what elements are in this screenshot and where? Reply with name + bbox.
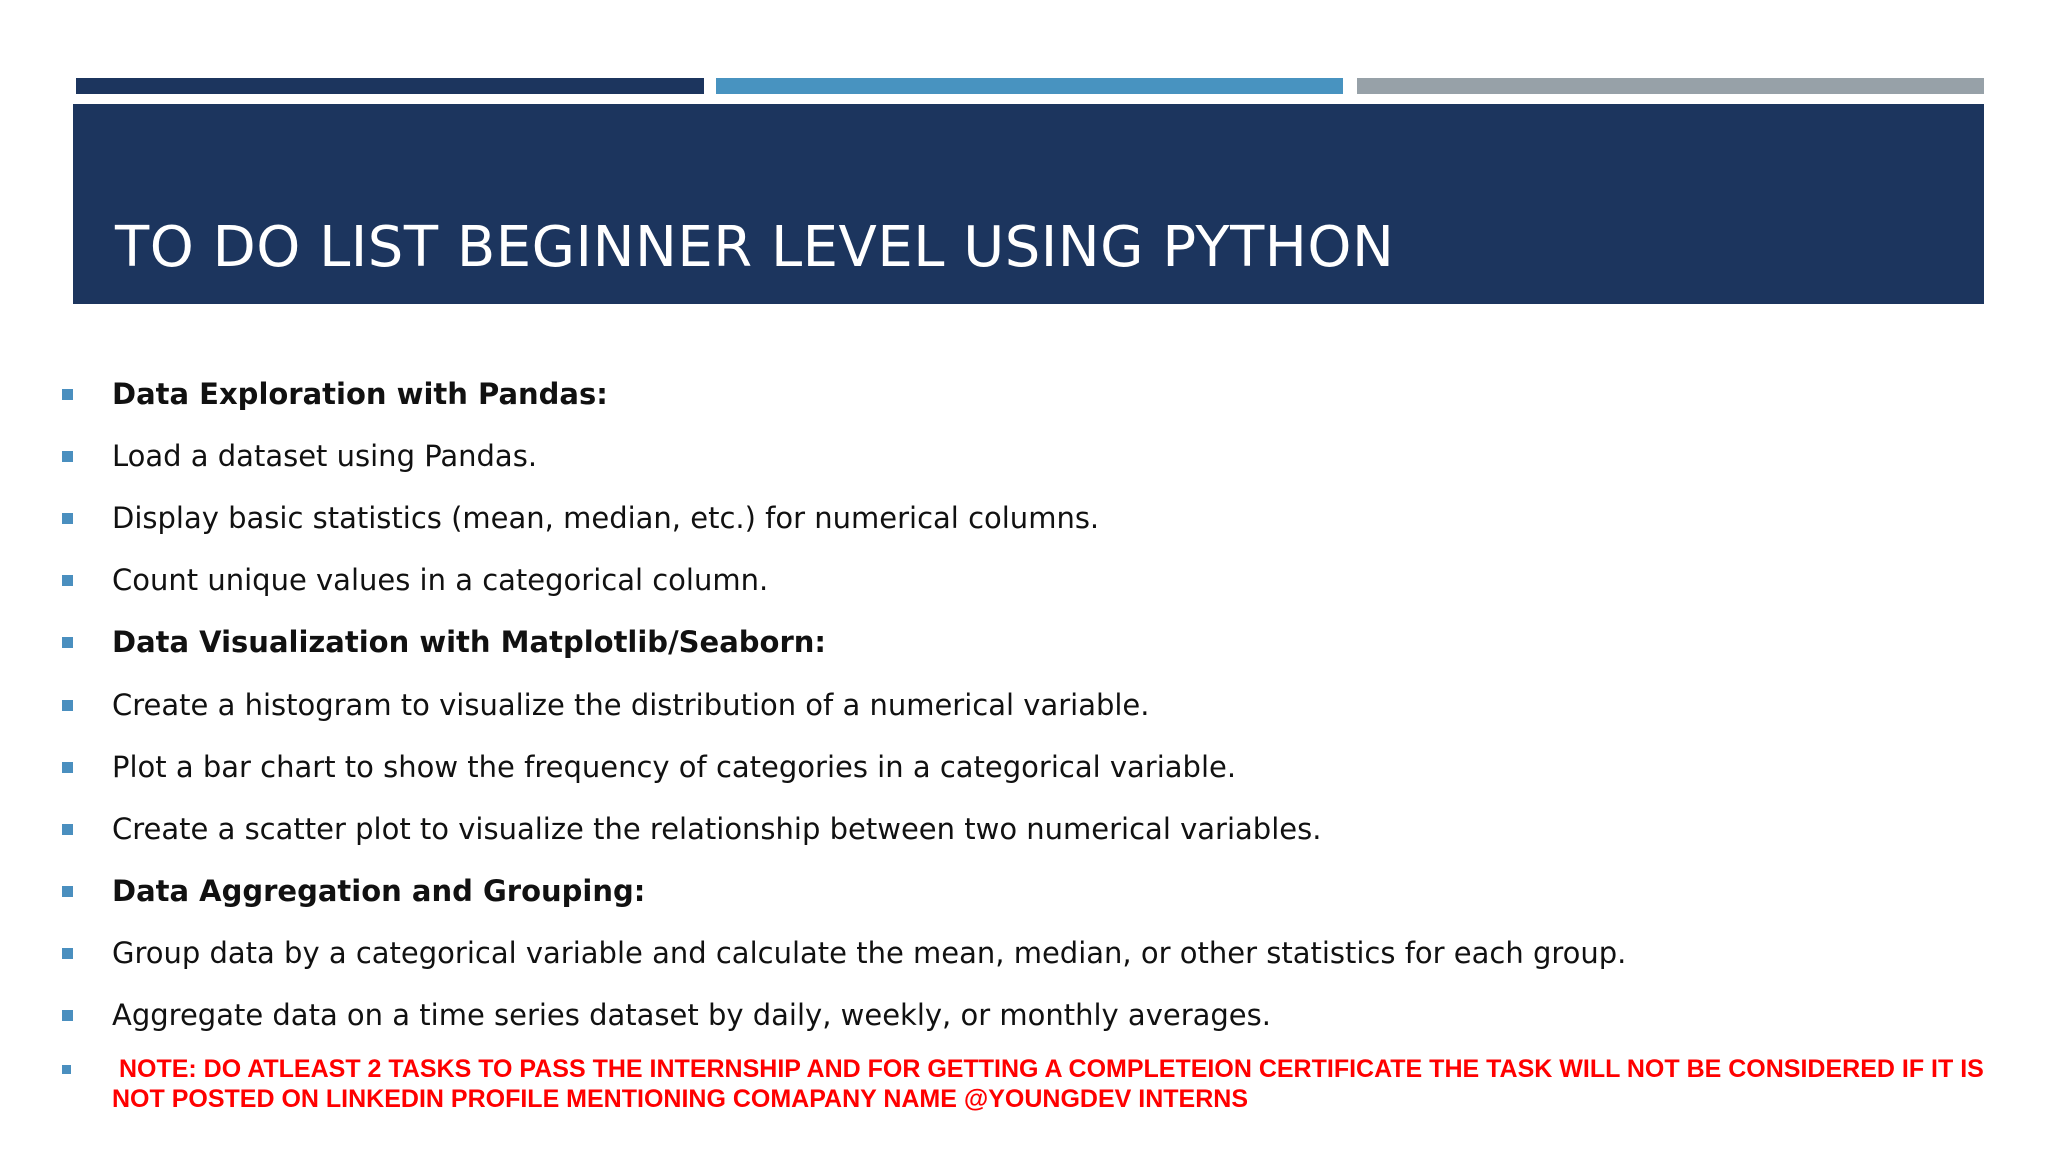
list-item <box>62 374 2028 414</box>
accent-bar-gray <box>1357 78 1984 94</box>
list-item <box>62 436 2028 476</box>
accent-bar-blue <box>716 78 1343 94</box>
bullet-square-icon <box>62 513 73 524</box>
accent-bar-dark <box>76 78 704 94</box>
section-heading: Data Visualization with Matplotlib/Seaborn: <box>112 625 827 659</box>
section-heading: Data Aggregation and Grouping: <box>112 874 646 908</box>
bullet-square-icon <box>62 762 73 773</box>
title-band <box>73 104 1984 304</box>
note-item <box>62 1054 2028 1114</box>
list-item <box>62 498 2028 538</box>
bullet-square-icon <box>62 575 73 586</box>
bullet-square-icon <box>62 1065 71 1074</box>
list-item <box>62 809 2028 849</box>
list-item <box>62 747 2028 787</box>
bullet-square-icon <box>62 451 73 462</box>
section-heading: Data Exploration with Pandas: <box>112 377 608 411</box>
list-item <box>62 933 2028 973</box>
bullet-square-icon <box>62 886 73 897</box>
list-item <box>62 622 2028 662</box>
list-item <box>62 995 2028 1035</box>
task-text: Create a histogram to visualize the distribution of a numerical variable. <box>112 688 1150 722</box>
task-text: Aggregate data on a time series dataset by daily, weekly, or monthly averages. <box>112 998 1271 1032</box>
task-text: Count unique values in a categorical column. <box>112 563 769 597</box>
task-text: Load a dataset using Pandas. <box>112 439 538 473</box>
task-text: Group data by a categorical variable and calculate the mean, median, or other statistics for each group. <box>112 936 1627 970</box>
list-item <box>62 560 2028 600</box>
bullet-square-icon <box>62 389 73 400</box>
bullet-square-icon <box>62 1010 73 1021</box>
list-item <box>62 685 2028 725</box>
bullet-square-icon <box>62 700 73 711</box>
slide-title: TO DO LIST BEGINNER LEVEL USING PYTHON <box>115 215 1395 280</box>
internship-note: NOTE: DO ATLEAST 2 TASKS TO PASS THE INTERNSHIP AND FOR GETTING A COMPLETEION CERTIFICATE THE TASK WILL NOT BE CONSIDERED IF IT IS NOT POSTED ON LINKEDIN PROFILE MENTIONING COMAPANY NAME @YOUNGDEV INTERNS <box>112 1055 2012 1113</box>
list-item <box>62 871 2028 911</box>
bullet-square-icon <box>62 824 73 835</box>
task-text: Create a scatter plot to visualize the relationship between two numerical variables. <box>112 812 1322 846</box>
bullet-square-icon <box>62 637 73 648</box>
task-text: Plot a bar chart to show the frequency of categories in a categorical variable. <box>112 750 1237 784</box>
task-text: Display basic statistics (mean, median, etc.) for numerical columns. <box>112 501 1100 535</box>
bullet-square-icon <box>62 948 73 959</box>
